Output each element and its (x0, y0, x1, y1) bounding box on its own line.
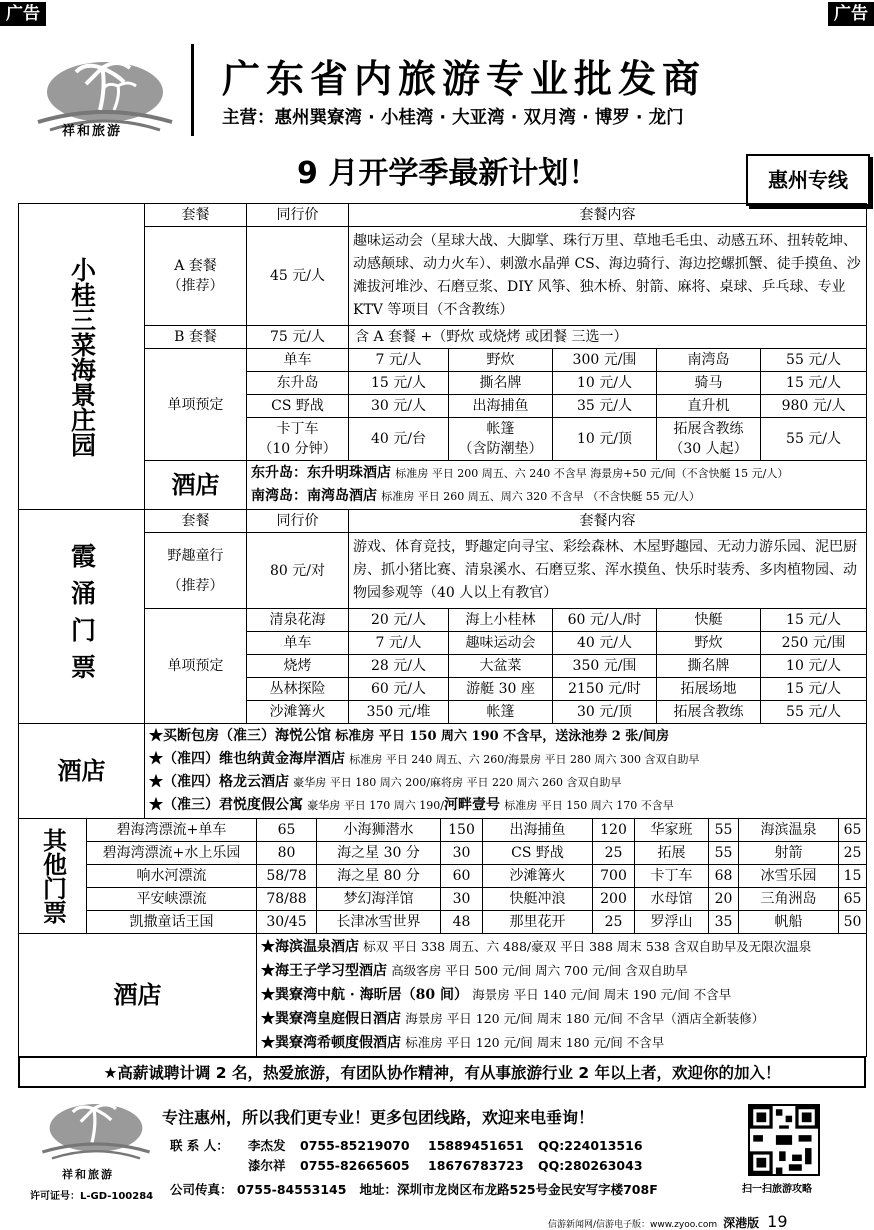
main-table (18, 203, 867, 819)
ticket-cell: 55 (709, 819, 739, 842)
item-cell: 40 元/台 (349, 418, 449, 461)
package-a-content: 趣味运动会（星球大战、大脚掌、珠行万里、草地毛毛虫、动感五环、扭转乾坤、动感颠球、动力火车）、刺激水晶弹 CS、海边骑行、海边挖螺抓蟹、徒手摸鱼、沙滩拔河堆沙、石磨豆浆、DIY 风筝、独木桥、射箭、麻将、桌球、乒乓球、专业 KTV 等项目（不含教练） (349, 227, 867, 326)
ticket-cell: 帆船 (739, 911, 839, 934)
section-other: 其他门票 (19, 819, 87, 934)
ad-label-left: 广告 (0, 2, 46, 26)
package-yequ-content: 游戏、体育竞技，野趣定向寻宝、彩绘森林、木屋野趣园、无动力游乐园、泥巴厨房、抓小猪比赛、清泉溪水、石磨豆浆、浑水摸鱼、快乐时装秀、多肉植物园、动物园参观等（40 人以上有教官） (349, 533, 867, 609)
ticket-cell: 海之星 30 分 (317, 842, 441, 865)
ticket-cell: 碧海湾漂流+水上乐园 (87, 842, 257, 865)
package-b-content: 含 A 套餐 +（野炊 或烧烤 或团餐 三选一） (349, 326, 867, 349)
package-b: B 套餐 (145, 326, 247, 349)
ticket-cell: 68 (709, 865, 739, 888)
item-cell: 帐篷 （含防潮垫） (449, 418, 553, 461)
package-a-price: 45 元/人 (247, 227, 349, 326)
package-a: A 套餐 （推荐） (145, 227, 247, 326)
ticket-cell: 罗浮山 (635, 911, 709, 934)
ticket-cell: 快艇冲浪 (483, 888, 593, 911)
item-cell: 游艇 30 座 (449, 678, 553, 701)
ticket-cell: 拓展 (635, 842, 709, 865)
item-cell: 60 元/人/时 (553, 609, 657, 632)
ticket-cell: 60 (441, 865, 483, 888)
item-cell: 拓展场地 (657, 678, 761, 701)
item-cell: 35 元/人 (553, 395, 657, 418)
divider (191, 44, 194, 136)
ticket-cell: 20 (709, 888, 739, 911)
ticket-cell: 65 (839, 888, 867, 911)
ticket-cell: 150 (441, 819, 483, 842)
item-cell: 15 元/人 (761, 678, 867, 701)
item-cell: 撕名牌 (657, 655, 761, 678)
item-cell: 60 元/人 (349, 678, 449, 701)
ticket-cell: 30 (441, 888, 483, 911)
hotel-label: 酒店 (19, 724, 145, 819)
item-cell: 10 元/人 (761, 655, 867, 678)
qr-caption: 扫一扫旅游攻略 (742, 1184, 812, 1195)
item-cell: 东升岛 (247, 372, 349, 395)
item-cell: 单车 (247, 632, 349, 655)
item-cell: 55 元/人 (761, 701, 867, 724)
single-label: 单项预定 (145, 349, 247, 461)
item-cell: 350 元/围 (553, 655, 657, 678)
ticket-cell: 25 (593, 842, 635, 865)
package-yequ: 野趣童行 （推荐） (145, 533, 247, 609)
single-label: 单项预定 (145, 609, 247, 724)
hotel-label: 酒店 (145, 461, 247, 510)
ticket-cell: 80 (257, 842, 317, 865)
ticket-cell: 25 (593, 911, 635, 934)
brand-name: 祥和旅游 (62, 124, 123, 139)
brand-name: 祥和旅游 (62, 1168, 114, 1181)
ticket-cell: 三角洲岛 (739, 888, 839, 911)
hotel-list: ★海滨温泉酒店 标双 平日 338 周五、六 488/豪双 平日 388 周末 538 含双自助早及无限次温泉 ★海王子学习型酒店 高级客房 平日 500 元/间 周六 700 元/间 含双自助早 ★巽寮湾中航 · 海昕居（80 间） 海景房 平日 140 元/间 周末 190 元/间 不含早 ★巽寮湾皇庭假日酒店 海景房 平日 120 元/间 周末 180 元/间 不含早（酒店全新装修） ★巽寮湾希顿度假酒店 标准房 平日 120 元/间 周末 180 元/间 不含早 (257, 934, 867, 1057)
ticket-cell: 58/78 (257, 865, 317, 888)
item-cell: 野炊 (657, 632, 761, 655)
item-cell: 55 元/人 (761, 418, 867, 461)
contact-block: 联 系 人： 李杰发 0755-85219070 15889451651 QQ:224013516 漆尔祥 0755-82665605 18676783723 QQ:280263043 (170, 1138, 643, 1173)
subtitle: 主营：惠州巽寮湾 · 小桂湾 · 大亚湾 · 双月湾 · 博罗 · 龙门 (222, 108, 684, 128)
item-cell: 2150 元/时 (553, 678, 657, 701)
item-cell: 南湾岛 (657, 349, 761, 372)
ticket-cell: 120 (593, 819, 635, 842)
item-cell: 10 元/人 (553, 372, 657, 395)
item-cell: 7 元/人 (349, 349, 449, 372)
item-cell: 300 元/围 (553, 349, 657, 372)
page-title: 广东省内旅游专业批发商 (222, 56, 707, 101)
ticket-cell: 78/88 (257, 888, 317, 911)
tour-tables (18, 203, 866, 1088)
ticket-cell: 冰雪乐园 (739, 865, 839, 888)
ticket-cell: 50 (839, 911, 867, 934)
header-cell: 套餐 (145, 510, 247, 533)
hotel-label: 酒店 (19, 934, 257, 1057)
other-tickets-table (18, 818, 867, 1057)
item-cell: 出海捕鱼 (449, 395, 553, 418)
item-cell: 40 元/人 (553, 632, 657, 655)
item-cell: 15 元/人 (349, 372, 449, 395)
package-yequ-price: 80 元/对 (247, 533, 349, 609)
item-cell: 丛林探险 (247, 678, 349, 701)
item-cell: 卡丁车 （10 分钟） (247, 418, 349, 461)
header-cell: 同行价 (247, 510, 349, 533)
ticket-cell: 沙滩篝火 (483, 865, 593, 888)
page-footer: 信游新闻网/信游电子版：www.zyoo.com 深港版 19 (548, 1212, 788, 1230)
item-cell: 250 元/围 (761, 632, 867, 655)
item-cell: 清泉花海 (247, 609, 349, 632)
ticket-cell: 200 (593, 888, 635, 911)
ticket-cell: 65 (257, 819, 317, 842)
ticket-cell: 海之星 80 分 (317, 865, 441, 888)
item-cell: 直升机 (657, 395, 761, 418)
header-cell: 套餐内容 (349, 204, 867, 227)
ticket-cell: 梦幻海洋馆 (317, 888, 441, 911)
ticket-cell: 卡丁车 (635, 865, 709, 888)
item-cell: 趣味运动会 (449, 632, 553, 655)
line-badge: 惠州专线 (746, 154, 870, 206)
ticket-cell: 凯撒童话王国 (87, 911, 257, 934)
item-cell: 拓展含教练 （30 人起） (657, 418, 761, 461)
palm-logo-icon (36, 1092, 156, 1172)
item-cell: 烧烤 (247, 655, 349, 678)
ticket-cell: 射箭 (739, 842, 839, 865)
item-cell: CS 野战 (247, 395, 349, 418)
page-number: 19 (767, 1212, 788, 1230)
item-cell: 30 元/人 (349, 395, 449, 418)
item-cell: 大盆菜 (449, 655, 553, 678)
ad-label-right: 广告 (828, 2, 874, 26)
item-cell: 55 元/人 (761, 349, 867, 372)
item-cell: 980 元/人 (761, 395, 867, 418)
hotel-list: ★买断包房（准三）海悦公馆 标准房 平日 150 周六 190 不含早，送泳池券 2 张/间房 ★（准四）维也纳黄金海岸酒店 标准房 平日 240 周五、六 260/海景房 平日 280 周六 300 含双自助早 ★（准四）格龙云酒店 豪华房 平日 180 周六 200/麻将房 平日 220 周六 260 含双自助早 ★（准三）君悦度假公寓 豪华房 平日 170 周六 190/河畔壹号 标准房 平日 150 周六 170 不含早 (145, 724, 867, 819)
ticket-cell: 碧海湾漂流+单车 (87, 819, 257, 842)
item-cell: 15 元/人 (761, 609, 867, 632)
item-cell: 快艇 (657, 609, 761, 632)
ticket-cell: 30/45 (257, 911, 317, 934)
ticket-cell: 长津冰雪世界 (317, 911, 441, 934)
item-cell: 沙滩篝火 (247, 701, 349, 724)
ticket-cell: 48 (441, 911, 483, 934)
header-cell: 同行价 (247, 204, 349, 227)
ticket-cell: 55 (709, 842, 739, 865)
item-cell: 30 元/顶 (553, 701, 657, 724)
recruit-banner: ★高薪诚聘计调 2 名，热爱旅游，有团队协作精神，有从事旅游行业 2 年以上者，欢迎你的加入！ (18, 1056, 866, 1088)
item-cell: 海上小桂林 (449, 609, 553, 632)
hotel-list: 东升岛：东升明珠酒店 标准房 平日 200 周五、六 240 不含早 海景房+50 元/间（不含快艇 15 元/人） 南湾岛：南湾岛酒店 标准房 平日 260 周五、周六 320 不含早 （不含快艇 55 元/人） (247, 461, 867, 510)
item-cell: 20 元/人 (349, 609, 449, 632)
ticket-cell: 700 (593, 865, 635, 888)
section-xiaogui: 小桂三菜海景庄园 (19, 204, 145, 510)
item-cell: 10 元/顶 (553, 418, 657, 461)
item-cell: 拓展含教练 (657, 701, 761, 724)
item-cell: 7 元/人 (349, 632, 449, 655)
ticket-cell: 那里花开 (483, 911, 593, 934)
ticket-cell: 小海狮潜水 (317, 819, 441, 842)
item-cell: 28 元/人 (349, 655, 449, 678)
ticket-cell: 出海捕鱼 (483, 819, 593, 842)
fax-address: 公司传真： 0755-84553145 地址：深圳市龙岗区布龙路525号金民安写字楼708F (170, 1182, 658, 1197)
package-b-price: 75 元/人 (247, 326, 349, 349)
ticket-cell: 水母馆 (635, 888, 709, 911)
ticket-cell: 35 (709, 911, 739, 934)
plan-title: 9 月开学季最新计划！ (297, 156, 599, 191)
ticket-cell: 海滨温泉 (739, 819, 839, 842)
ticket-cell: 华家班 (635, 819, 709, 842)
slogan: 专注惠州，所以我们更专业！更多包团线路，欢迎来电垂询！ (162, 1108, 595, 1127)
section-xiayong: 霞涌门票 (19, 510, 145, 724)
qr-code-icon[interactable] (748, 1104, 820, 1176)
ticket-cell: 25 (839, 842, 867, 865)
item-cell: 帐篷 (449, 701, 553, 724)
ticket-cell: CS 野战 (483, 842, 593, 865)
item-cell: 15 元/人 (761, 372, 867, 395)
item-cell: 撕名牌 (449, 372, 553, 395)
ticket-cell: 30 (441, 842, 483, 865)
ticket-cell: 平安峡漂流 (87, 888, 257, 911)
ticket-cell: 65 (839, 819, 867, 842)
item-cell: 骑马 (657, 372, 761, 395)
item-cell: 野炊 (449, 349, 553, 372)
item-cell: 单车 (247, 349, 349, 372)
header-cell: 套餐内容 (349, 510, 867, 533)
header-cell: 套餐 (145, 204, 247, 227)
ticket-cell: 响水河漂流 (87, 865, 257, 888)
license-number: 许可证号：L-GD-100284 (30, 1191, 154, 1202)
item-cell: 350 元/堆 (349, 701, 449, 724)
ticket-cell: 15 (839, 865, 867, 888)
